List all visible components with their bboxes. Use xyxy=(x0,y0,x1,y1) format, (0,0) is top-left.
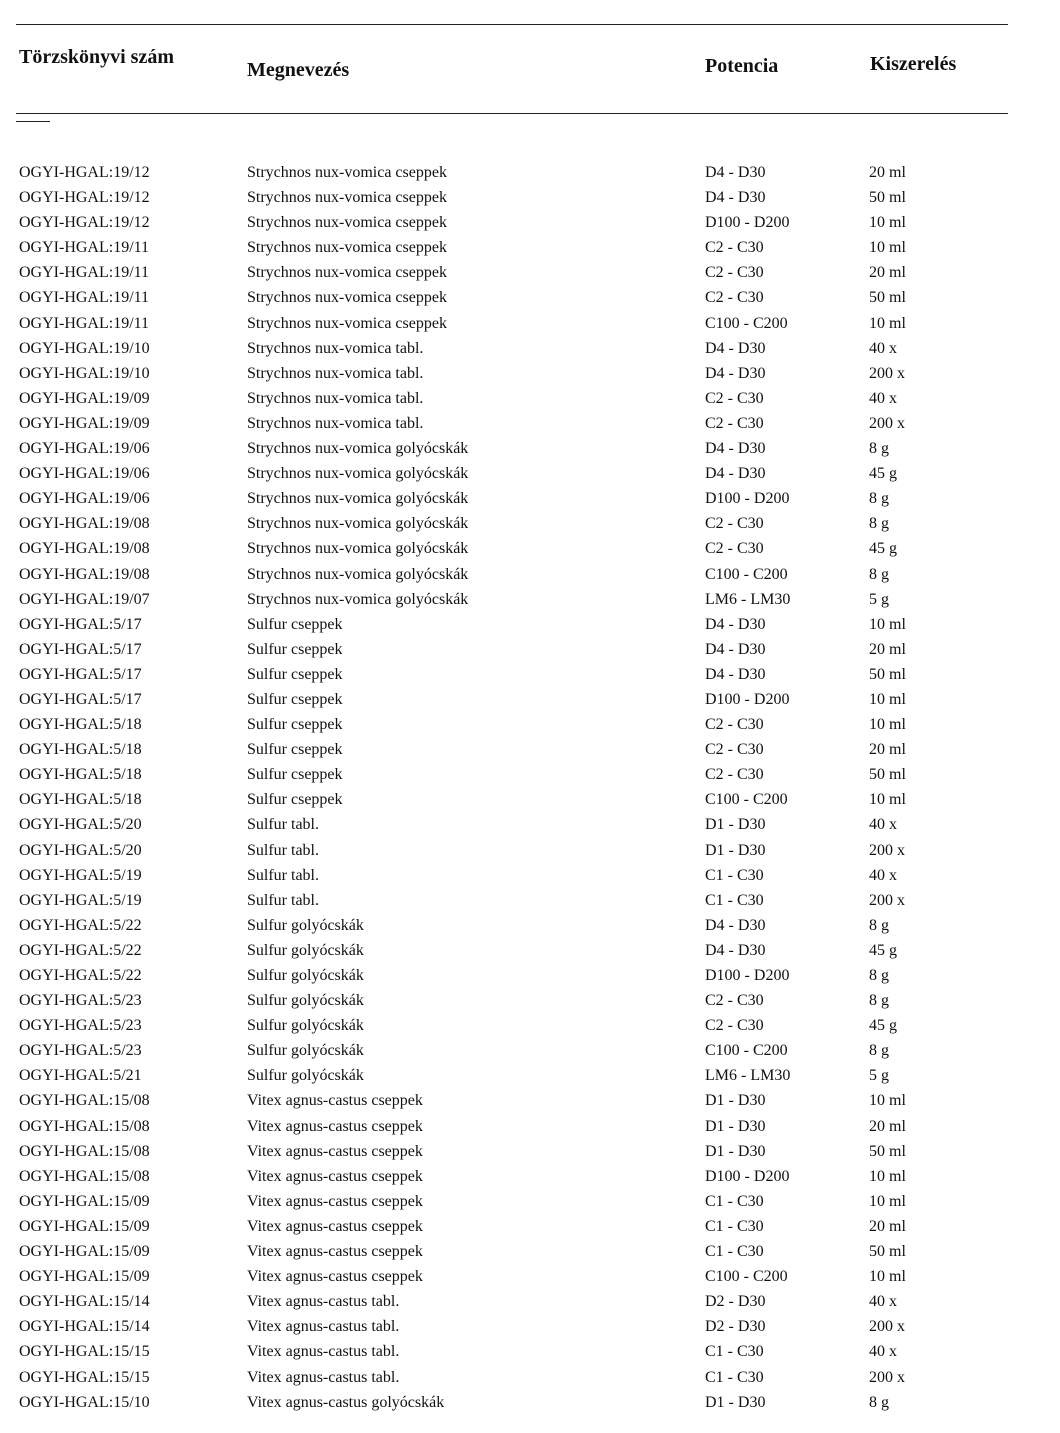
row-packaging: 10 ml xyxy=(869,239,906,257)
table-row xyxy=(0,311,1060,336)
table-row xyxy=(0,963,1060,988)
row-potency: C2 - C30 xyxy=(705,239,764,257)
row-product-name: Strychnos nux-vomica golyócskák xyxy=(247,540,469,558)
row-packaging: 200 x xyxy=(869,1318,905,1336)
table-row xyxy=(0,1063,1060,1088)
row-registry-number: OGYI-HGAL:5/19 xyxy=(19,891,142,909)
row-potency: C2 - C30 xyxy=(705,716,764,734)
table-row xyxy=(0,411,1060,436)
row-packaging: 8 g xyxy=(869,440,889,458)
table-row xyxy=(0,235,1060,260)
row-product-name: Vitex agnus-castus cseppek xyxy=(247,1167,423,1185)
table-row xyxy=(0,1013,1060,1038)
row-registry-number: OGYI-HGAL:19/11 xyxy=(19,289,150,307)
row-packaging: 20 ml xyxy=(869,264,906,282)
table-row xyxy=(0,461,1060,486)
header-rule xyxy=(16,113,1008,114)
row-product-name: Sulfur golyócskák xyxy=(247,992,364,1010)
row-product-name: Strychnos nux-vomica golyócskák xyxy=(247,465,469,483)
row-packaging: 8 g xyxy=(869,515,889,533)
row-product-name: Sulfur golyócskák xyxy=(247,941,364,959)
product-table xyxy=(0,160,1060,1415)
row-product-name: Sulfur golyócskák xyxy=(247,1017,364,1035)
row-registry-number: OGYI-HGAL:5/20 xyxy=(19,816,142,834)
row-product-name: Strychnos nux-vomica tabl. xyxy=(247,414,424,432)
row-product-name: Sulfur cseppek xyxy=(247,690,343,708)
row-packaging: 5 g xyxy=(869,590,889,608)
row-product-name: Vitex agnus-castus cseppek xyxy=(247,1243,423,1261)
table-row xyxy=(0,210,1060,235)
table-row xyxy=(0,662,1060,687)
table-row xyxy=(0,1264,1060,1289)
table-row xyxy=(0,838,1060,863)
table-row xyxy=(0,812,1060,837)
row-potency: D4 - D30 xyxy=(705,640,766,658)
table-row xyxy=(0,737,1060,762)
row-product-name: Strychnos nux-vomica golyócskák xyxy=(247,565,469,583)
row-product-name: Sulfur cseppek xyxy=(247,741,343,759)
row-packaging: 8 g xyxy=(869,1393,889,1411)
row-packaging: 8 g xyxy=(869,1042,889,1060)
row-potency: D1 - D30 xyxy=(705,1142,766,1160)
table-row xyxy=(0,386,1060,411)
row-potency: D100 - D200 xyxy=(705,490,790,508)
table-row xyxy=(0,988,1060,1013)
row-registry-number: OGYI-HGAL:19/10 xyxy=(19,364,150,382)
table-row xyxy=(0,486,1060,511)
table-row xyxy=(0,1390,1060,1415)
row-product-name: Sulfur cseppek xyxy=(247,766,343,784)
row-packaging: 40 x xyxy=(869,816,897,834)
row-registry-number: OGYI-HGAL:19/12 xyxy=(19,214,150,232)
row-registry-number: OGYI-HGAL:19/07 xyxy=(19,590,150,608)
table-row xyxy=(0,160,1060,185)
row-packaging: 10 ml xyxy=(869,690,906,708)
row-packaging: 10 ml xyxy=(869,1167,906,1185)
short-rule xyxy=(16,121,50,122)
row-packaging: 40 x xyxy=(869,389,897,407)
table-row xyxy=(0,1189,1060,1214)
table-row xyxy=(0,336,1060,361)
row-potency: D4 - D30 xyxy=(705,615,766,633)
row-packaging: 50 ml xyxy=(869,766,906,784)
row-potency: D1 - D30 xyxy=(705,1092,766,1110)
row-potency: C2 - C30 xyxy=(705,992,764,1010)
row-packaging: 45 g xyxy=(869,941,897,959)
row-product-name: Sulfur cseppek xyxy=(247,615,343,633)
row-product-name: Vitex agnus-castus cseppek xyxy=(247,1117,423,1135)
row-registry-number: OGYI-HGAL:5/18 xyxy=(19,716,142,734)
row-product-name: Strychnos nux-vomica cseppek xyxy=(247,289,447,307)
row-packaging: 10 ml xyxy=(869,314,906,332)
row-registry-number: OGYI-HGAL:19/11 xyxy=(19,314,150,332)
row-product-name: Sulfur tabl. xyxy=(247,841,319,859)
row-registry-number: OGYI-HGAL:5/17 xyxy=(19,665,142,683)
table-row xyxy=(0,687,1060,712)
row-product-name: Sulfur golyócskák xyxy=(247,1042,364,1060)
table-row xyxy=(0,888,1060,913)
row-packaging: 8 g xyxy=(869,490,889,508)
row-registry-number: OGYI-HGAL:5/22 xyxy=(19,967,142,984)
table-row xyxy=(0,762,1060,787)
row-registry-number: OGYI-HGAL:15/08 xyxy=(19,1117,150,1135)
row-potency: D4 - D30 xyxy=(705,164,766,181)
row-packaging: 10 ml xyxy=(869,214,906,232)
row-packaging: 8 g xyxy=(869,565,889,583)
row-potency: C1 - C30 xyxy=(705,1368,764,1386)
row-registry-number: OGYI-HGAL:19/12 xyxy=(19,164,150,181)
row-potency: C2 - C30 xyxy=(705,389,764,407)
row-registry-number: OGYI-HGAL:15/09 xyxy=(19,1217,150,1235)
table-row xyxy=(0,587,1060,612)
row-potency: D4 - D30 xyxy=(705,364,766,382)
row-registry-number: OGYI-HGAL:19/09 xyxy=(19,389,150,407)
header-name: Megnevezés xyxy=(247,59,350,81)
row-packaging: 10 ml xyxy=(869,1092,906,1110)
row-product-name: Vitex agnus-castus cseppek xyxy=(247,1192,423,1210)
row-registry-number: OGYI-HGAL:5/18 xyxy=(19,791,142,809)
row-registry-number: OGYI-HGAL:5/18 xyxy=(19,741,142,759)
row-potency: C2 - C30 xyxy=(705,414,764,432)
row-registry-number: OGYI-HGAL:5/17 xyxy=(19,690,142,708)
row-potency: C2 - C30 xyxy=(705,264,764,282)
table-row xyxy=(0,562,1060,587)
row-packaging: 20 ml xyxy=(869,1217,906,1235)
header-packaging: Kiszerelés xyxy=(870,53,957,75)
row-packaging: 50 ml xyxy=(869,189,906,207)
row-packaging: 200 x xyxy=(869,891,905,909)
row-potency: D2 - D30 xyxy=(705,1318,766,1336)
row-potency: C1 - C30 xyxy=(705,1217,764,1235)
row-packaging: 45 g xyxy=(869,465,897,483)
row-product-name: Strychnos nux-vomica cseppek xyxy=(247,214,447,232)
row-product-name: Sulfur tabl. xyxy=(247,891,319,909)
row-potency: D4 - D30 xyxy=(705,440,766,458)
table-row xyxy=(0,787,1060,812)
row-registry-number: OGYI-HGAL:5/23 xyxy=(19,1017,142,1035)
top-rule xyxy=(16,24,1008,25)
row-packaging: 45 g xyxy=(869,1017,897,1035)
row-potency: C100 - C200 xyxy=(705,1042,788,1060)
header-registry-number: Törzskönyvi szám xyxy=(19,46,174,68)
row-packaging: 50 ml xyxy=(869,289,906,307)
row-product-name: Strychnos nux-vomica cseppek xyxy=(247,264,447,282)
row-registry-number: OGYI-HGAL:15/09 xyxy=(19,1192,150,1210)
row-product-name: Vitex agnus-castus cseppek xyxy=(247,1217,423,1235)
row-registry-number: OGYI-HGAL:19/06 xyxy=(19,465,150,483)
row-packaging: 40 x xyxy=(869,1293,897,1311)
row-potency: D4 - D30 xyxy=(705,665,766,683)
row-potency: C2 - C30 xyxy=(705,289,764,307)
table-row xyxy=(0,1289,1060,1314)
row-potency: D1 - D30 xyxy=(705,841,766,859)
row-registry-number: OGYI-HGAL:5/17 xyxy=(19,615,142,633)
row-potency: LM6 - LM30 xyxy=(705,590,791,608)
row-potency: D100 - D200 xyxy=(705,1167,790,1185)
row-registry-number: OGYI-HGAL:15/08 xyxy=(19,1092,150,1110)
table-row xyxy=(0,260,1060,285)
row-registry-number: OGYI-HGAL:5/23 xyxy=(19,1042,142,1060)
row-product-name: Sulfur cseppek xyxy=(247,791,343,809)
row-packaging: 200 x xyxy=(869,841,905,859)
row-product-name: Strychnos nux-vomica cseppek xyxy=(247,314,447,332)
row-potency: C2 - C30 xyxy=(705,515,764,533)
table-row xyxy=(0,1088,1060,1113)
row-product-name: Strychnos nux-vomica golyócskák xyxy=(247,515,469,533)
row-packaging: 40 x xyxy=(869,1343,897,1361)
table-row xyxy=(0,511,1060,536)
table-row xyxy=(0,612,1060,637)
row-product-name: Sulfur golyócskák xyxy=(247,916,364,934)
table-row xyxy=(0,1038,1060,1063)
row-registry-number: OGYI-HGAL:5/23 xyxy=(19,992,142,1010)
row-product-name: Strychnos nux-vomica tabl. xyxy=(247,389,424,407)
row-product-name: Vitex agnus-castus golyócskák xyxy=(247,1393,445,1411)
row-packaging: 200 x xyxy=(869,364,905,382)
row-packaging: 200 x xyxy=(869,1368,905,1386)
row-potency: D1 - D30 xyxy=(705,816,766,834)
row-registry-number: OGYI-HGAL:19/12 xyxy=(19,189,150,207)
row-packaging: 45 g xyxy=(869,540,897,558)
row-packaging: 200 x xyxy=(869,414,905,432)
row-potency: D100 - D200 xyxy=(705,214,790,232)
table-row xyxy=(0,1164,1060,1189)
row-potency: C2 - C30 xyxy=(705,540,764,558)
row-potency: C1 - C30 xyxy=(705,1343,764,1361)
row-registry-number: OGYI-HGAL:15/15 xyxy=(19,1343,150,1361)
row-registry-number: OGYI-HGAL:15/14 xyxy=(19,1293,150,1311)
table-row xyxy=(0,863,1060,888)
table-row xyxy=(0,1365,1060,1390)
row-registry-number: OGYI-HGAL:15/09 xyxy=(19,1243,150,1261)
row-product-name: Strychnos nux-vomica tabl. xyxy=(247,364,424,382)
table-row xyxy=(0,712,1060,737)
row-potency: D100 - D200 xyxy=(705,690,790,708)
row-product-name: Vitex agnus-castus cseppek xyxy=(247,1092,423,1110)
row-product-name: Sulfur golyócskák xyxy=(247,967,364,984)
row-registry-number: OGYI-HGAL:19/10 xyxy=(19,339,150,357)
row-product-name: Strychnos nux-vomica tabl. xyxy=(247,339,424,357)
row-packaging: 50 ml xyxy=(869,665,906,683)
row-potency: C1 - C30 xyxy=(705,1192,764,1210)
row-potency: C100 - C200 xyxy=(705,791,788,809)
row-potency: C100 - C200 xyxy=(705,565,788,583)
row-registry-number: OGYI-HGAL:19/08 xyxy=(19,540,150,558)
row-product-name: Sulfur cseppek xyxy=(247,665,343,683)
table-row xyxy=(0,637,1060,662)
row-potency: D4 - D30 xyxy=(705,941,766,959)
table-row xyxy=(0,1114,1060,1139)
row-product-name: Sulfur tabl. xyxy=(247,866,319,884)
table-row xyxy=(0,436,1060,461)
row-registry-number: OGYI-HGAL:5/21 xyxy=(19,1067,142,1085)
row-product-name: Vitex agnus-castus cseppek xyxy=(247,1268,423,1286)
row-packaging: 50 ml xyxy=(869,1243,906,1261)
row-product-name: Strychnos nux-vomica cseppek xyxy=(247,239,447,257)
row-registry-number: OGYI-HGAL:5/19 xyxy=(19,866,142,884)
row-registry-number: OGYI-HGAL:15/08 xyxy=(19,1167,150,1185)
row-registry-number: OGYI-HGAL:5/22 xyxy=(19,941,142,959)
row-product-name: Vitex agnus-castus cseppek xyxy=(247,1142,423,1160)
row-potency: D100 - D200 xyxy=(705,967,790,984)
row-packaging: 10 ml xyxy=(869,791,906,809)
row-potency: C100 - C200 xyxy=(705,314,788,332)
row-product-name: Strychnos nux-vomica golyócskák xyxy=(247,590,469,608)
row-product-name: Vitex agnus-castus tabl. xyxy=(247,1318,400,1336)
row-product-name: Strychnos nux-vomica golyócskák xyxy=(247,440,469,458)
row-potency: LM6 - LM30 xyxy=(705,1067,791,1085)
row-product-name: Sulfur golyócskák xyxy=(247,1067,364,1085)
row-packaging: 10 ml xyxy=(869,615,906,633)
row-potency: D1 - D30 xyxy=(705,1117,766,1135)
row-product-name: Vitex agnus-castus tabl. xyxy=(247,1293,400,1311)
row-potency: C2 - C30 xyxy=(705,1017,764,1035)
row-packaging: 40 x xyxy=(869,866,897,884)
row-registry-number: OGYI-HGAL:19/11 xyxy=(19,239,150,257)
row-packaging: 20 ml xyxy=(869,741,906,759)
row-registry-number: OGYI-HGAL:19/06 xyxy=(19,440,150,458)
row-potency: D4 - D30 xyxy=(705,189,766,207)
row-registry-number: OGYI-HGAL:19/08 xyxy=(19,565,150,583)
row-registry-number: OGYI-HGAL:15/15 xyxy=(19,1368,150,1386)
row-product-name: Vitex agnus-castus tabl. xyxy=(247,1343,400,1361)
row-packaging: 10 ml xyxy=(869,716,906,734)
table-row xyxy=(0,536,1060,561)
table-row xyxy=(0,1214,1060,1239)
row-potency: C1 - C30 xyxy=(705,866,764,884)
row-potency: C1 - C30 xyxy=(705,891,764,909)
row-packaging: 20 ml xyxy=(869,164,906,181)
table-row xyxy=(0,185,1060,210)
row-product-name: Sulfur cseppek xyxy=(247,640,343,658)
row-registry-number: OGYI-HGAL:15/08 xyxy=(19,1142,150,1160)
row-registry-number: OGYI-HGAL:5/17 xyxy=(19,640,142,658)
table-row xyxy=(0,913,1060,938)
row-packaging: 8 g xyxy=(869,967,889,984)
row-potency: D4 - D30 xyxy=(705,916,766,934)
row-registry-number: OGYI-HGAL:15/09 xyxy=(19,1268,150,1286)
row-registry-number: OGYI-HGAL:5/18 xyxy=(19,766,142,784)
row-registry-number: OGYI-HGAL:5/22 xyxy=(19,916,142,934)
row-registry-number: OGYI-HGAL:5/20 xyxy=(19,841,142,859)
row-registry-number: OGYI-HGAL:19/08 xyxy=(19,515,150,533)
row-packaging: 8 g xyxy=(869,916,889,934)
row-registry-number: OGYI-HGAL:19/09 xyxy=(19,414,150,432)
row-product-name: Strychnos nux-vomica golyócskák xyxy=(247,490,469,508)
table-row xyxy=(0,285,1060,310)
row-potency: D4 - D30 xyxy=(705,465,766,483)
row-packaging: 20 ml xyxy=(869,1117,906,1135)
row-potency: D1 - D30 xyxy=(705,1393,766,1411)
row-registry-number: OGYI-HGAL:15/10 xyxy=(19,1393,150,1411)
row-packaging: 8 g xyxy=(869,992,889,1010)
row-product-name: Sulfur tabl. xyxy=(247,816,319,834)
row-registry-number: OGYI-HGAL:19/11 xyxy=(19,264,150,282)
table-row xyxy=(0,1314,1060,1339)
row-product-name: Strychnos nux-vomica cseppek xyxy=(247,189,447,207)
row-registry-number: OGYI-HGAL:15/14 xyxy=(19,1318,150,1336)
row-potency: C2 - C30 xyxy=(705,766,764,784)
row-product-name: Vitex agnus-castus tabl. xyxy=(247,1368,400,1386)
row-packaging: 5 g xyxy=(869,1067,889,1085)
row-packaging: 20 ml xyxy=(869,640,906,658)
table-row xyxy=(0,1239,1060,1264)
row-potency: C1 - C30 xyxy=(705,1243,764,1261)
table-row xyxy=(0,1339,1060,1364)
row-packaging: 40 x xyxy=(869,339,897,357)
row-packaging: 10 ml xyxy=(869,1192,906,1210)
row-potency: C2 - C30 xyxy=(705,741,764,759)
row-potency: D4 - D30 xyxy=(705,339,766,357)
table-row xyxy=(0,1139,1060,1164)
row-product-name: Strychnos nux-vomica cseppek xyxy=(247,164,447,181)
row-registry-number: OGYI-HGAL:19/06 xyxy=(19,490,150,508)
row-product-name: Sulfur cseppek xyxy=(247,716,343,734)
row-packaging: 50 ml xyxy=(869,1142,906,1160)
row-packaging: 10 ml xyxy=(869,1268,906,1286)
table-row xyxy=(0,938,1060,963)
row-potency: D2 - D30 xyxy=(705,1293,766,1311)
row-potency: C100 - C200 xyxy=(705,1268,788,1286)
table-row xyxy=(0,361,1060,386)
header-potency: Potencia xyxy=(705,55,779,77)
